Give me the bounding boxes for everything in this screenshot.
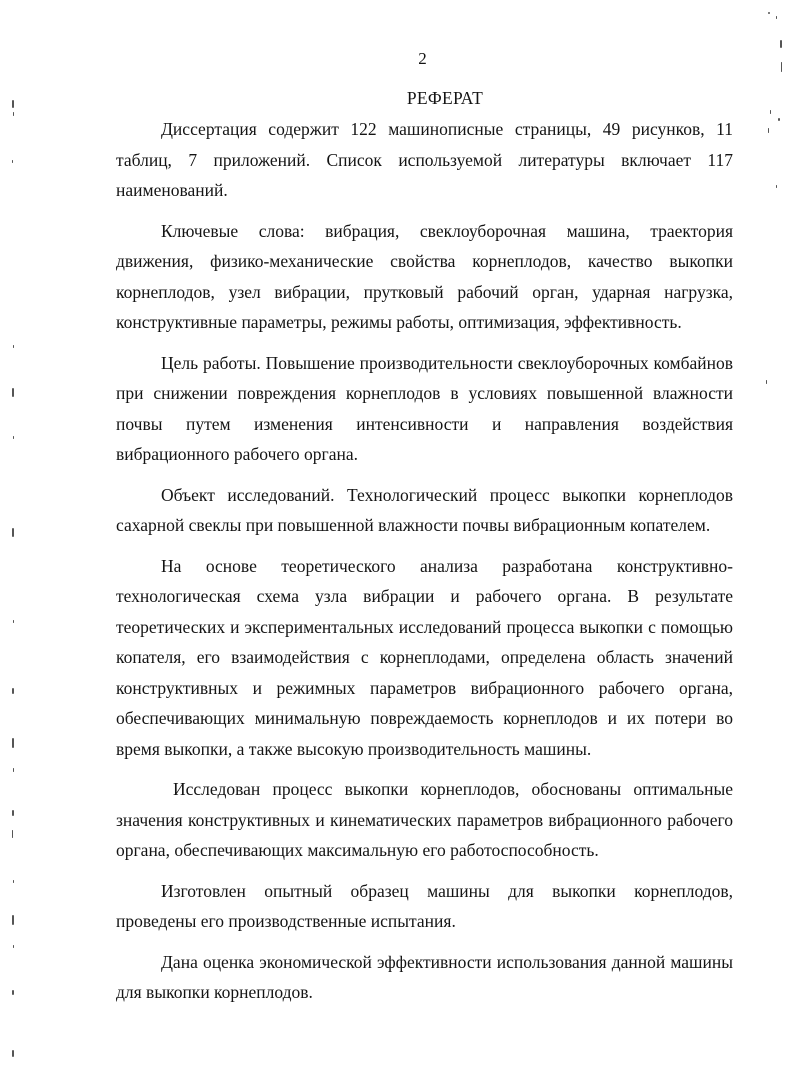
paragraph-results: На основе теоретического анализа разработана конструктивно-технологическая схема узла вибрации и рабочего органа. В результате теоретических и экспериментальных исследований процесса выкопки с помощью копателя, его взаимодействия с корнеплодами, определена область значений конструктивных и режимных параметров вибрационного рабочего органа, обеспечивающих минимальную повреждаемость корнеплодов и их потери во время выкопки, а также высокую производительность машины. [116, 555, 733, 759]
page-title: РЕФЕРАТ [406, 88, 484, 108]
scan-speck [12, 830, 13, 838]
scan-speck [13, 345, 14, 348]
scan-speck [12, 915, 14, 925]
scan-speck [13, 436, 14, 439]
paragraph-keywords: Ключевые слова: вибрация, свеклоуборочная машина, траектория движения, физико-механические свойства корнеплодов, качество выкопки корнеплодов, узел вибрации, прутковый рабочий орган, ударная нагрузка, конструктивные параметры, режимы работы, оптимизация, эффективность. [116, 220, 733, 332]
scan-speck [13, 112, 14, 116]
scan-speck [766, 380, 767, 384]
scan-speck [13, 620, 14, 623]
paragraph-prototype: Изготовлен опытный образец машины для выкопки корнеплодов, проведены его производственные испытания. [116, 880, 733, 931]
page-number: 2 [418, 49, 427, 68]
scan-speck [12, 688, 14, 694]
scan-speck [13, 880, 14, 883]
scan-speck [780, 40, 782, 48]
scan-speck [12, 810, 14, 816]
scan-speck [12, 738, 14, 748]
abstract-body [116, 114, 733, 1018]
scan-speck [12, 388, 14, 397]
paragraph-object: Объект исследований. Технологический процесс выкопки корнеплодов сахарной свеклы при повышенной влажности почвы вибрационным копателем. [116, 484, 733, 535]
scan-speck [778, 118, 780, 121]
scan-speck [12, 100, 14, 108]
paragraph-goal: Цель работы. Повышение производительности свеклоуборочных комбайнов при снижении повреждения корнеплодов в условиях повышенной влажности почвы путем изменения интенсивности и направления воздействия вибрационного рабочего органа. [116, 352, 733, 464]
scan-speck [776, 185, 777, 188]
scan-speck [13, 945, 14, 948]
paragraph-economics: Дана оценка экономической эффективности использования данной машины для выкопки корнеплодов. [116, 951, 733, 1002]
scan-speck [781, 62, 782, 72]
scan-speck [12, 990, 14, 995]
scan-speck [12, 528, 14, 537]
scan-speck [768, 12, 770, 14]
paragraph-summary: Диссертация содержит 122 машинописные страницы, 49 рисунков, 11 таблиц, 7 приложений. Список используемой литературы включает 117 наименований. [116, 119, 733, 200]
paragraph-research: Исследован процесс выкопки корнеплодов, обоснованы оптимальные значения конструктивных и кинематических параметров вибрационного рабочего органа, обеспечивающих максимальную его работоспособность. [116, 779, 733, 860]
scan-speck [768, 128, 769, 133]
scan-speck [12, 1050, 14, 1057]
scan-speck [776, 16, 777, 19]
scan-speck [770, 110, 771, 114]
scan-speck [12, 160, 13, 163]
scan-speck [13, 768, 14, 772]
